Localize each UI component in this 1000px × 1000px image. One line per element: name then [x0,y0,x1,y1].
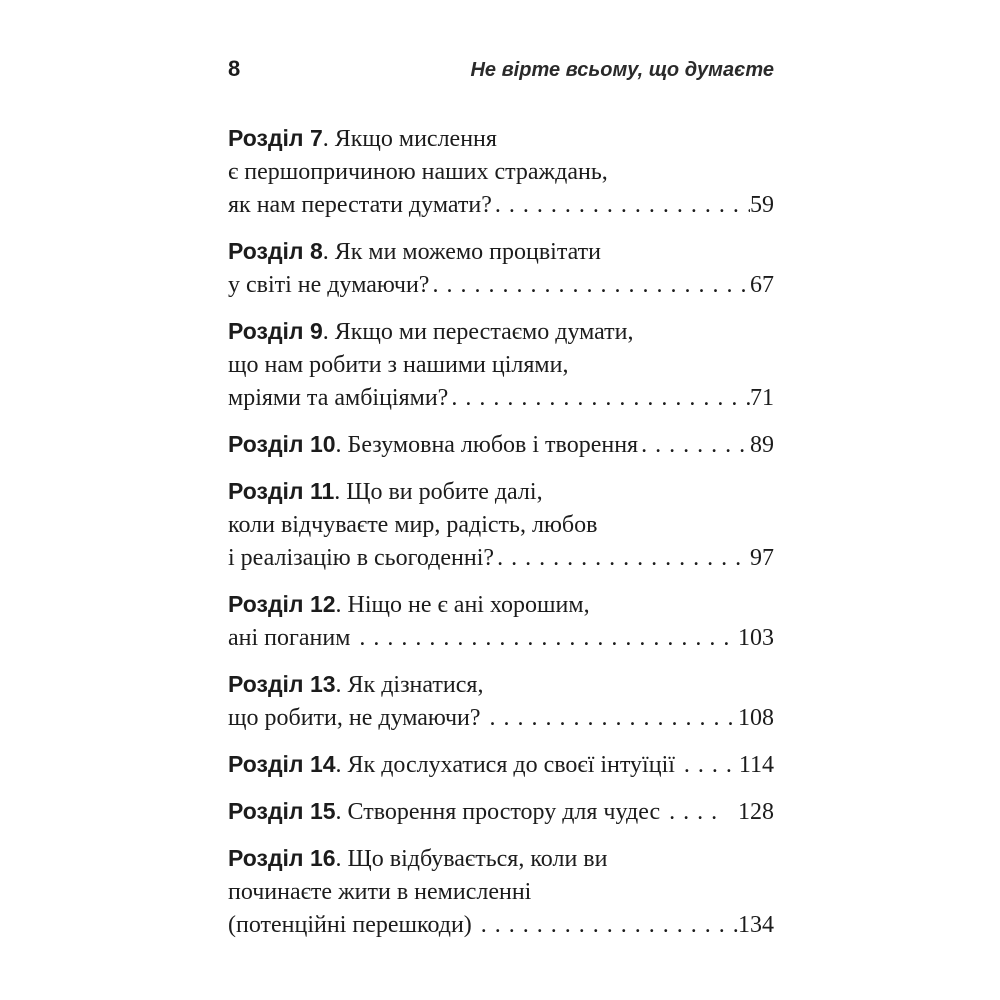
toc-entry-leader-line [228,702,774,735]
chapter-title-text: . Безумовна любов і творення [335,432,639,458]
toc-entry-chapter-14 [228,748,774,782]
toc-entry-leader-line [228,622,774,655]
toc-entry-leader-line [228,542,774,575]
toc-entry-chapter-7 [228,122,774,222]
chapter-label: Розділ 13 [228,671,336,697]
chapter-title-text: . Як ми можемо процвітати [322,239,601,265]
chapter-title-text: . Якщо ми перестаємо думати, [322,319,634,345]
chapter-label: Розділ 12 [228,591,336,617]
chapter-label: Розділ 8 [228,238,323,264]
chapter-label: Розділ 9 [228,318,323,344]
page-number: 103 [738,625,774,651]
chapter-label: Розділ 10 [228,431,336,457]
page-number: 128 [738,799,774,825]
toc-entry-chapter-10 [228,428,774,462]
toc-entry-line [228,588,774,622]
chapter-title-text: і реалізацію в сьогоденні? [228,545,495,571]
page-number: 89 [750,432,774,458]
toc-entry-leader-line [228,748,774,782]
toc-entry-leader-line [228,382,774,415]
chapter-title-text: як нам перестати думати? [228,192,492,218]
toc-entry-chapter-16 [228,842,774,942]
toc-entry-leader-line [228,909,774,942]
toc-entry-line [228,122,774,156]
chapter-title-text: що нам робити з нашими цілями, [228,352,569,378]
dot-leader [448,382,750,415]
chapter-title-text: починаєте жити в немисленні [228,879,532,905]
chapter-title-text: (потенційні перешкоди) [228,912,478,938]
dot-leader [356,622,738,655]
toc-entry-chapter-11 [228,475,774,575]
toc-entry-line [228,668,774,702]
page-number: 108 [738,705,774,731]
chapter-label: Розділ 7 [228,125,323,151]
toc-entry-chapter-9 [228,315,774,415]
toc-entry-leader-line [228,428,774,462]
chapter-title-text: у світі не думаючи? [228,272,430,298]
toc-entry-line [228,509,774,542]
table-of-contents [228,122,774,942]
dot-leader [638,429,750,462]
chapter-title-text: . Ніщо не є ані хорошим, [335,592,590,618]
page-number: 67 [750,272,774,298]
toc-entry-chapter-15 [228,795,774,829]
dot-leader [487,702,738,735]
dot-leader [429,269,750,302]
dot-leader [478,909,738,942]
chapter-title-text: мріями та амбіціями? [228,385,449,411]
chapter-label: Розділ 11 [228,478,335,504]
dot-leader [494,542,750,575]
chapter-title-text: . Що ви робите далі, [334,479,543,505]
chapter-title-text: . Створення простору для чудес [335,799,667,825]
chapter-title-text: . Як дізнатися, [335,672,484,698]
toc-entry-chapter-8 [228,235,774,302]
page-number: 134 [738,912,774,938]
toc-entry-line [228,876,774,909]
chapter-label: Розділ 16 [228,845,336,871]
toc-entry-line [228,842,774,876]
chapter-title-text: . Як дослухатися до своєї інтуїції [335,752,681,778]
page-number: 114 [738,752,774,778]
dot-leader [681,749,739,782]
toc-entry-chapter-12 [228,588,774,655]
chapter-title-text: що робити, не думаючи? [228,705,487,731]
toc-entry-line [228,349,774,382]
page-number: 59 [750,192,774,218]
toc-entry-leader-line [228,795,774,829]
toc-entry-line [228,156,774,189]
chapter-title-text: ані поганим [228,625,357,651]
toc-entry-line [228,315,774,349]
toc-entry-line [228,475,774,509]
page-content [228,56,774,942]
dot-leader [666,796,726,829]
running-header-title: Не вірте всьому, що думаєте [470,59,774,81]
page-number: 71 [750,385,774,411]
page-number: 97 [750,545,774,571]
running-head [228,56,774,82]
chapter-label: Розділ 14 [228,751,336,777]
chapter-title-text: коли відчуваєте мир, радість, любов [228,512,598,538]
toc-entry-leader-line [228,189,774,222]
toc-entry-chapter-13 [228,668,774,735]
page-number-folio: 8 [228,56,241,81]
chapter-title-text: . Що відбувається, коли ви [335,846,608,872]
chapter-label: Розділ 15 [228,798,336,824]
chapter-title-text: . Якщо мислення [322,126,497,152]
toc-entry-line [228,235,774,269]
chapter-title-text: є першопричиною наших страждань, [228,159,608,185]
toc-entry-leader-line [228,269,774,302]
dot-leader [492,189,750,222]
